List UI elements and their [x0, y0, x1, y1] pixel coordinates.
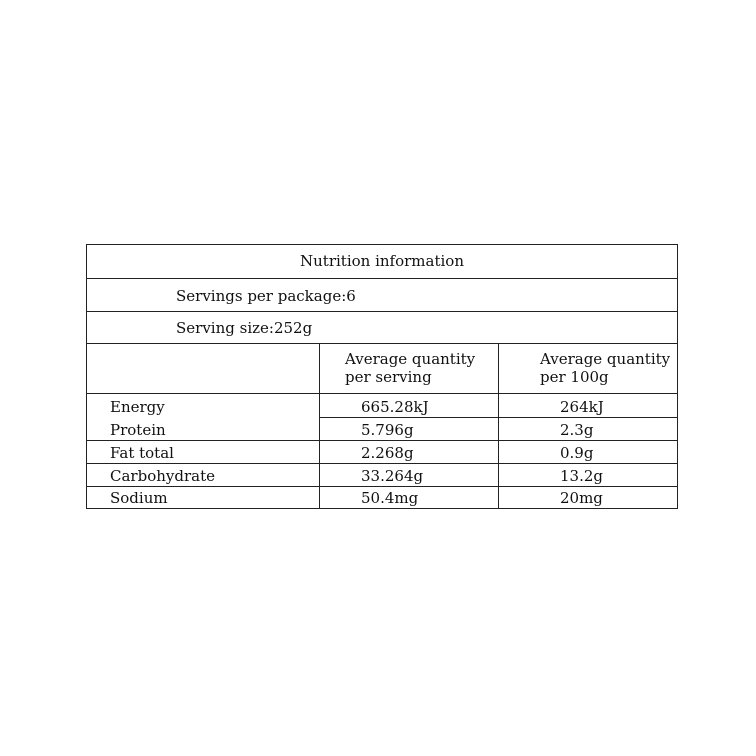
header-per-100g	[540, 350, 670, 386]
divider-carbohydrate	[87, 486, 677, 487]
row-sodium-per-100g: 20mg	[560, 489, 603, 507]
column-divider-2	[498, 343, 499, 508]
divider-fat	[87, 463, 677, 464]
row-carbohydrate-name: Carbohydrate	[110, 467, 215, 485]
nutrition-panel	[86, 244, 678, 509]
column-divider-1	[319, 343, 320, 508]
serving-size: Serving size:252g	[176, 319, 313, 337]
divider-protein	[87, 440, 677, 441]
header-per-serving-line2: per serving	[345, 368, 432, 386]
row-sodium-per-serving: 50.4mg	[361, 489, 419, 507]
row-carbohydrate-per-100g: 13.2g	[560, 467, 604, 485]
row-protein-name: Protein	[110, 421, 166, 439]
row-protein-per-serving: 5.796g	[361, 421, 414, 439]
row-energy-per-100g: 264kJ	[560, 398, 604, 416]
divider-servings	[87, 311, 677, 312]
row-energy-per-serving: 665.28kJ	[361, 398, 429, 416]
panel-title: Nutrition information	[300, 252, 464, 270]
row-fat-name: Fat total	[110, 444, 174, 462]
row-energy-name: Energy	[110, 398, 165, 416]
row-fat-per-100g: 0.9g	[560, 444, 594, 462]
divider-serving-size	[87, 343, 677, 344]
row-fat-per-serving: 2.268g	[361, 444, 414, 462]
divider-header	[87, 393, 677, 394]
servings-per-package: Servings per package:6	[176, 287, 356, 305]
header-per-100g-line2: per 100g	[540, 368, 609, 386]
divider-title	[87, 278, 677, 279]
row-carbohydrate-per-serving: 33.264g	[361, 467, 424, 485]
header-per-serving	[345, 350, 475, 386]
row-sodium-name: Sodium	[110, 489, 168, 507]
row-protein-per-100g: 2.3g	[560, 421, 594, 439]
header-per-100g-line1: Average quantity	[540, 350, 671, 368]
header-per-serving-line1: Average quantity	[345, 350, 476, 368]
